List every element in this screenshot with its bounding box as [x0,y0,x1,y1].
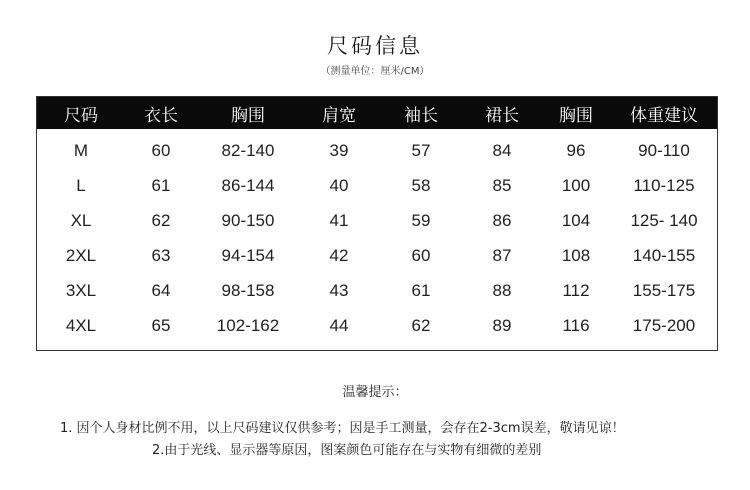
table-cell: 90-110 [638,140,690,160]
table-cell: 39 [329,140,349,160]
table-header-row [37,97,717,129]
table-cell: 64 [151,280,171,300]
header-sleeve: 袖长 [379,97,463,129]
table-cell: 3XL [65,280,97,300]
table-cell: 63 [151,245,171,265]
table-cell: 57 [411,140,431,160]
table-cell: 84 [492,140,512,160]
table-cell: 86 [492,210,512,230]
table-cell: 175-200 [632,315,696,335]
tip-note-1: 1. 因个人身材比例不用，以上尺码建议仅供参考；因是手工测量，会存在2-3cm误差，敬请见谅！ [60,421,625,436]
table-cell: 110-125 [633,175,695,195]
table-row [37,168,717,203]
header-shoulder: 肩宽 [299,97,379,129]
header-length: 衣长 [125,97,197,129]
table-cell: 61 [151,175,171,195]
table-cell: 94-154 [221,245,275,265]
table-row [37,203,717,238]
table-cell: 98-158 [221,280,275,300]
table-cell: 88 [492,280,512,300]
table-cell: 112 [562,280,590,300]
header-skirt-length: 裙长 [463,97,541,129]
table-cell: 87 [492,245,512,265]
table-cell: 4XL [65,315,97,335]
table-cell: M [73,140,89,160]
table-cell: 43 [329,280,349,300]
tip-note-2: 2.由于光线、显示器等原因，图案颜色可能存在与实物有细微的差别 [152,443,542,458]
table-cell: 44 [329,315,349,335]
table-cell: 40 [329,175,349,195]
table-cell: 116 [562,315,590,335]
table-cell: 58 [411,175,431,195]
table-cell: 85 [492,175,512,195]
table-cell: 125- 140 [630,210,698,230]
measurement-unit-note: （测量单位：厘米/CM） [320,66,430,77]
table-cell: 60 [151,140,171,160]
table-cell: 108 [561,245,591,265]
table-cell: 89 [492,315,512,335]
table-cell: 96 [566,140,586,160]
table-cell: 41 [329,210,349,230]
header-bust: 胸围 [197,97,299,129]
table-row [37,238,717,273]
table-cell: 65 [151,315,171,335]
table-cell: 42 [329,245,349,265]
table-cell: 61 [411,280,431,300]
table-row [37,308,717,343]
table-cell: XL [70,210,92,230]
table-row [37,129,717,168]
tips-heading: 温馨提示： [342,385,408,400]
table-cell: 90-150 [221,210,275,230]
table-cell: 62 [151,210,171,230]
size-chart [36,96,718,351]
table-cell: 100 [561,175,591,195]
table-cell: 104 [561,210,591,230]
size-table [37,97,717,343]
table-cell: 60 [411,245,431,265]
table-row [37,273,717,308]
table-cell: 62 [411,315,431,335]
header-size: 尺码 [37,97,125,129]
table-cell: L [76,175,86,195]
header-bust-2: 胸围 [541,97,611,129]
table-cell: 82-140 [221,140,275,160]
table-cell: 140-155 [632,245,696,265]
table-cell: 86-144 [221,175,275,195]
table-cell: 2XL [65,245,97,265]
table-cell: 102-162 [216,315,280,335]
table-cell: 155-175 [632,280,696,300]
header-weight: 体重建议 [611,97,717,129]
table-cell: 59 [411,210,431,230]
page-title: 尺码信息 [327,34,423,58]
